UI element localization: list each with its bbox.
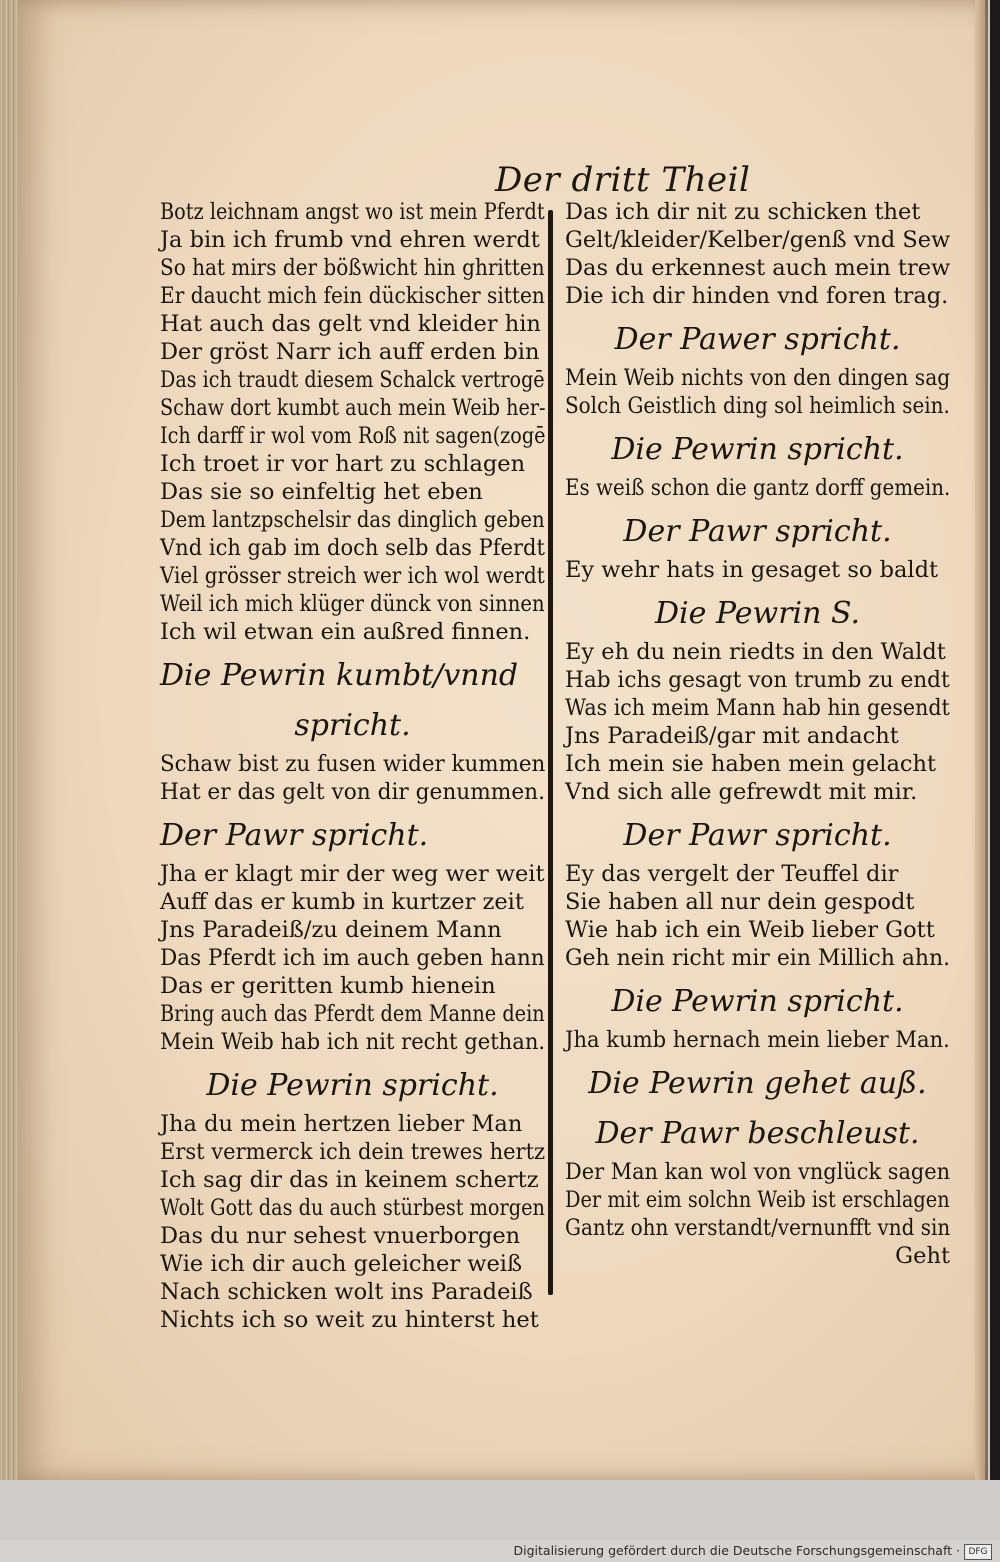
left-speaker-heading: Der Pawr spricht. <box>160 818 429 853</box>
right-speaker-heading: Die Pewrin spricht. <box>611 432 904 467</box>
right-verse-line: Ey das vergelt der Teuffel dir <box>565 861 899 887</box>
left-verse-line: Das ich traudt diesem Schalck vertrogē <box>160 367 545 393</box>
left-verse-line: Mein Weib hab ich nit recht gethan. <box>160 1029 546 1055</box>
left-verse-line: Ich darff ir wol vom Roß nit sagen(zogē <box>160 423 546 449</box>
left-verse-line: Der gröst Narr ich auff erden bin <box>160 339 540 365</box>
right-verse-line: Vnd sich alle gefrewdt mit mir. <box>565 779 918 805</box>
right-verse-line: Sie haben all nur dein gespodt <box>565 889 915 915</box>
page-fold <box>975 0 985 1480</box>
digitization-credit: Digitalisierung gefördert durch die Deutsche Forschungsgemeinschaft · <box>513 1543 960 1558</box>
right-verse-line: Ich mein sie haben mein gelacht <box>565 751 937 777</box>
left-verse-line: So hat mirs der bößwicht hin ghritten <box>160 255 545 281</box>
left-verse-line: Ja bin ich frumb vnd ehren werdt <box>160 227 540 253</box>
right-verse-line: Das ich dir nit zu schicken thet <box>565 199 921 225</box>
dfg-logo: DFG <box>964 1544 992 1560</box>
left-verse-line: Das sie so einfeltig het eben <box>160 479 483 505</box>
right-verse-line: Ey eh du nein riedts in den Waldt <box>565 639 946 665</box>
right-verse-line: Solch Geistlich ding sol heimlich sein. <box>565 393 950 419</box>
left-verse-line: Das er geritten kumb hienein <box>160 973 496 999</box>
right-verse-line: Es weiß schon die gantz dorff gemein. <box>565 475 951 501</box>
right-text-column <box>565 198 950 1270</box>
left-verse-line: Ich wil etwan ein außred finnen. <box>160 619 531 645</box>
left-verse-line: Das Pferdt ich im auch geben hann <box>160 945 545 971</box>
right-speaker-heading: Der Pawr beschleust. <box>595 1116 920 1151</box>
right-verse-line: Jha kumb hernach mein lieber Man. <box>565 1027 950 1053</box>
left-verse-line: Ich troet ir vor hart zu schlagen <box>160 451 526 477</box>
left-verse-line: Jha er klagt mir der weg wer weit <box>160 861 545 887</box>
binding-strip <box>990 0 1000 1480</box>
right-verse-line: Geh nein richt mir ein Millich ahn. <box>565 945 951 971</box>
left-verse-line: Weil ich mich klüger dünck von sinnen <box>160 591 545 617</box>
catchword: Geht <box>895 1243 950 1269</box>
running-title: Der dritt Theil <box>495 160 751 200</box>
right-speaker-heading: Die Pewrin gehet auß. <box>588 1066 927 1101</box>
left-speaker-heading: Die Pewrin kumbt/vnnd <box>160 658 519 693</box>
left-verse-line: Schaw bist zu fusen wider kummen <box>160 751 546 777</box>
right-verse-line: Die ich dir hinden vnd foren trag. <box>565 283 949 309</box>
right-verse-line: Der Man kan wol von vnglück sagen <box>565 1159 951 1185</box>
right-speaker-heading: Die Pewrin S. <box>654 596 861 631</box>
left-text-column <box>160 198 545 1334</box>
right-verse-line: Jns Paradeiß/gar mit andacht <box>565 723 899 749</box>
right-verse-line: Der mit eim solchn Weib ist erschlagen <box>565 1187 950 1213</box>
left-verse-line: Nichts ich so weit zu hinterst het <box>160 1307 539 1333</box>
right-verse-line: Wie hab ich ein Weib lieber Gott <box>565 917 935 943</box>
left-verse-line: Bring auch das Pferdt dem Manne dein <box>160 1001 545 1027</box>
left-verse-line: Wolt Gott das du auch stürbest morgen <box>160 1195 545 1221</box>
left-verse-line: Wie ich dir auch geleicher weiß <box>160 1251 523 1277</box>
right-verse-line: Ey wehr hats in gesaget so baldt <box>565 557 939 583</box>
right-verse-line: Gelt/kleider/Kelber/genß vnd Sew <box>565 227 951 253</box>
left-verse-line: Dem lantzpschelsir das dinglich geben <box>160 507 545 533</box>
left-verse-line: Das du nur sehest vnuerborgen <box>160 1223 521 1249</box>
left-verse-line: Vnd ich gab im doch selb das Pferdt <box>160 535 545 561</box>
right-verse-line: Das du erkennest auch mein trew <box>565 255 951 281</box>
column-divider-rule <box>548 210 553 1295</box>
left-verse-line: Erst vermerck ich dein trewes hertz <box>160 1139 546 1165</box>
left-verse-line: Ich sag dir das in keinem schertz <box>160 1167 539 1193</box>
right-verse-line: Hab ichs gesagt von trumb zu endt <box>565 667 950 693</box>
right-speaker-heading: Der Pawr spricht. <box>623 514 892 549</box>
left-verse-line: Botz leichnam angst wo ist mein Pferdt <box>160 199 545 225</box>
left-speaker-heading: spricht. <box>294 708 411 743</box>
left-verse-line: Schaw dort kumbt auch mein Weib her- <box>160 395 546 421</box>
left-verse-line: Jns Paradeiß/zu deinem Mann <box>160 917 502 943</box>
left-speaker-heading: Die Pewrin spricht. <box>206 1068 499 1103</box>
left-verse-line: Hat auch das gelt vnd kleider hin <box>160 311 541 337</box>
right-speaker-heading: Die Pewrin spricht. <box>611 984 904 1019</box>
left-verse-line: Hat er das gelt von dir genummen. <box>160 779 546 805</box>
right-verse-line: Gantz ohn verstandt/vernunfft vnd sin <box>565 1215 951 1241</box>
left-verse-line: Auff das er kumb in kurtzer zeit <box>160 889 524 915</box>
right-verse-line: Was ich meim Mann hab hin gesendt <box>565 695 950 721</box>
left-verse-line: Jha du mein hertzen lieber Man <box>160 1111 523 1137</box>
left-verse-line: Nach schicken wolt ins Paradeiß <box>160 1279 533 1305</box>
right-speaker-heading: Der Pawer spricht. <box>614 322 901 357</box>
right-verse-line: Mein Weib nichts von den dingen sag <box>565 365 951 391</box>
right-speaker-heading: Der Pawr spricht. <box>623 818 892 853</box>
left-verse-line: Viel grösser streich wer ich wol werdt <box>160 563 545 589</box>
left-verse-line: Er daucht mich fein dückischer sitten <box>160 283 545 309</box>
